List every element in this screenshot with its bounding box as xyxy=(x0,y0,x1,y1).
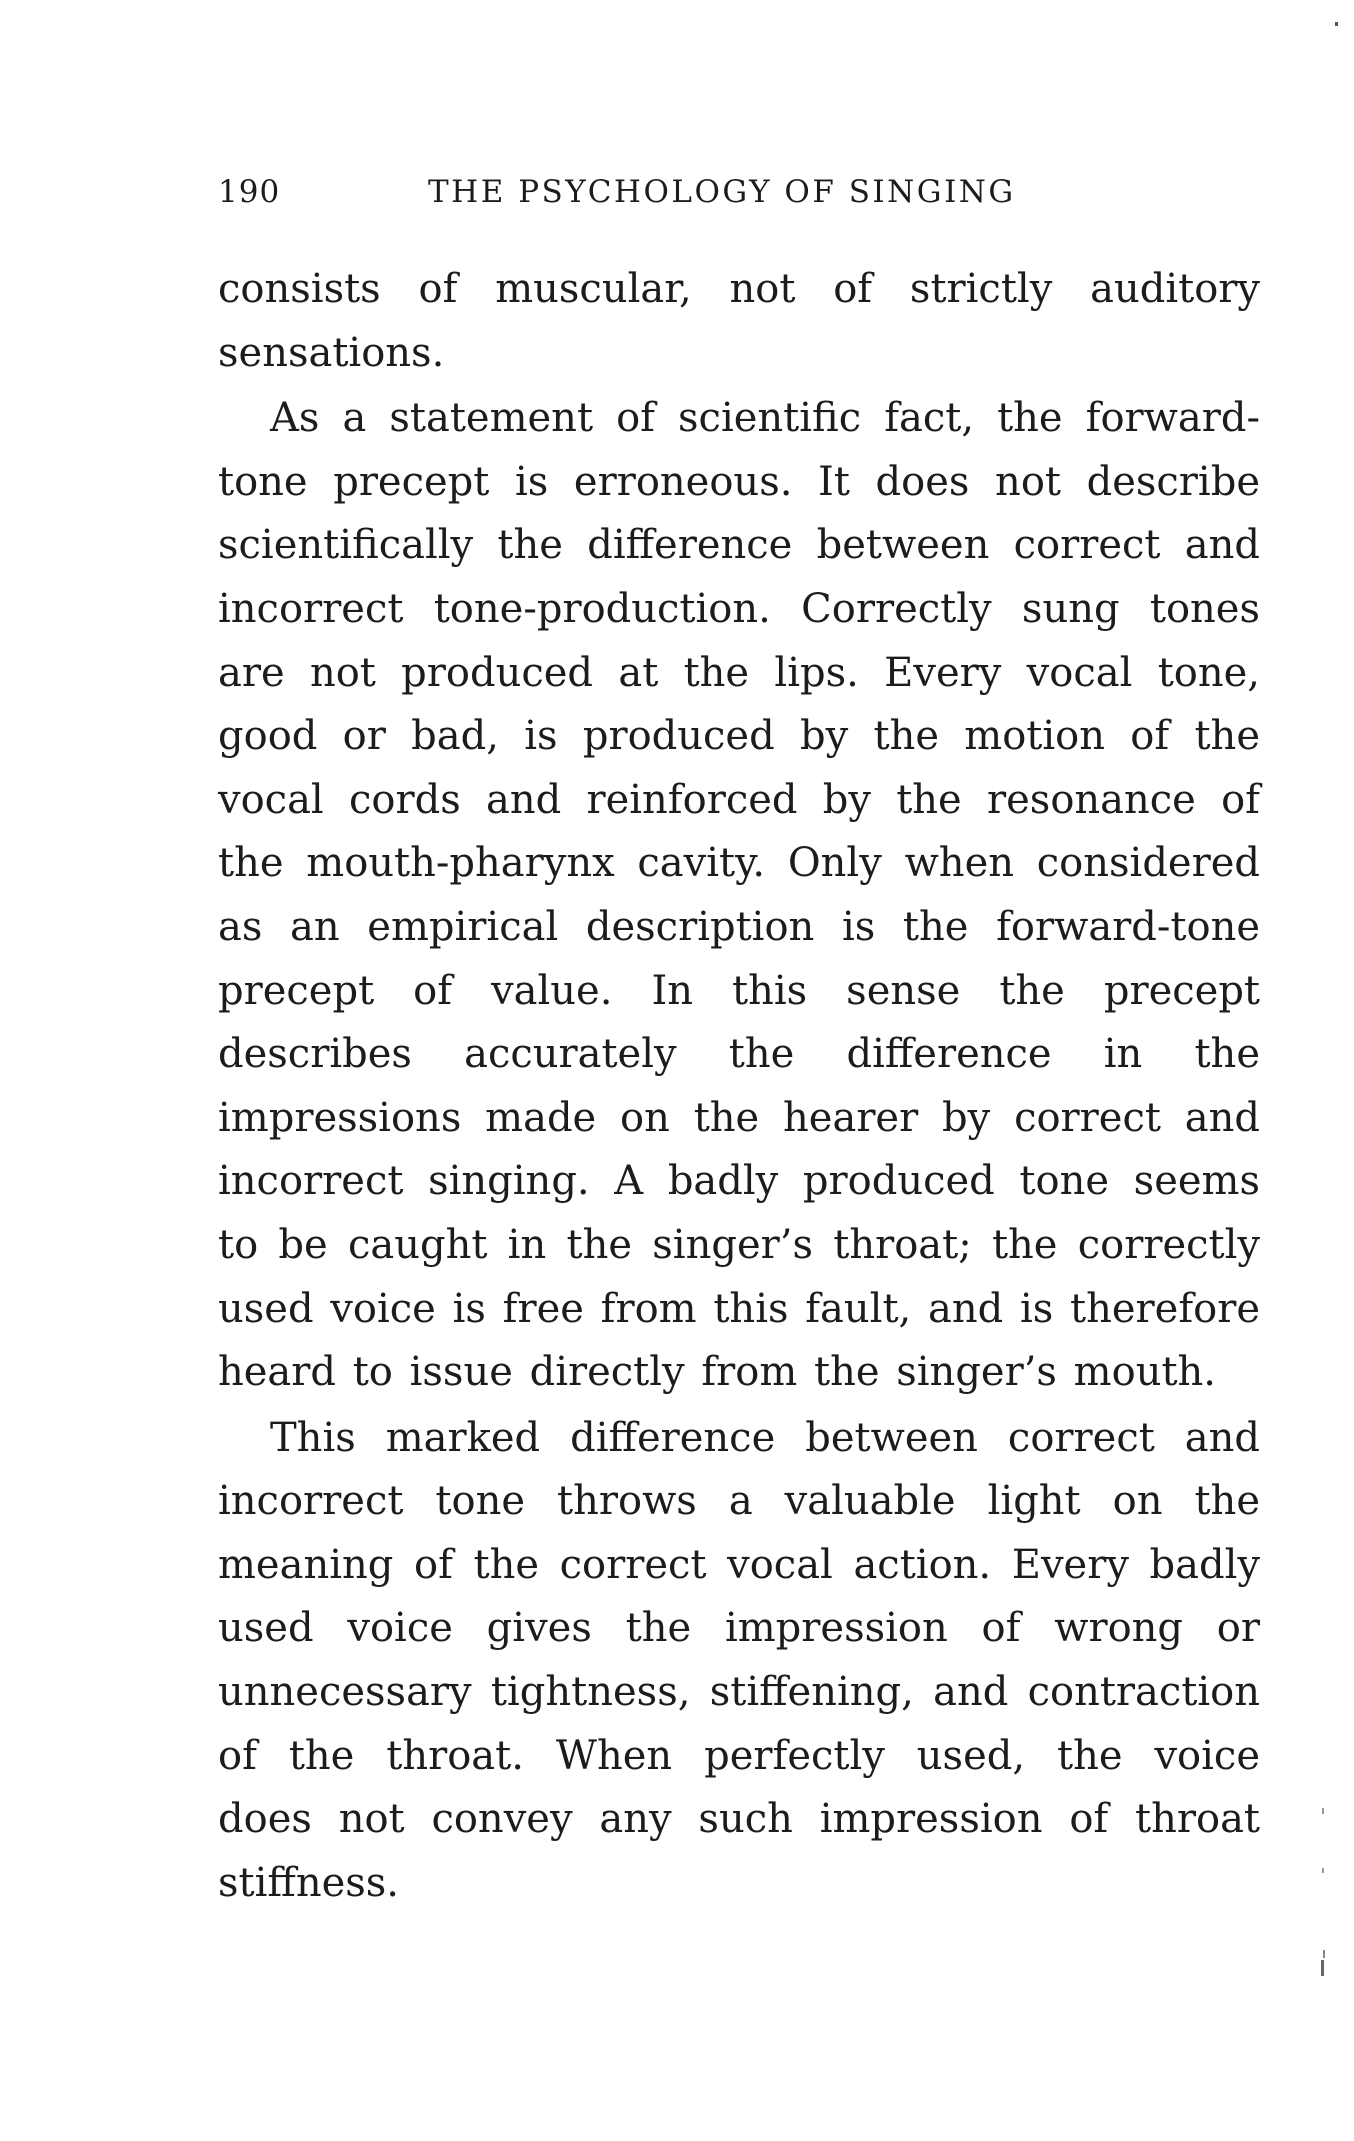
paragraph-continuation: consists of muscular, not of strictly auditory sensations. xyxy=(218,266,1260,376)
body-text xyxy=(218,258,1260,1915)
scan-speck xyxy=(1322,1868,1324,1873)
scan-speck xyxy=(1335,22,1338,26)
scan-speck xyxy=(1323,1950,1325,1958)
scan-speck xyxy=(1321,1960,1324,1976)
running-title: THE PSYCHOLOGY OF SINGING xyxy=(428,174,1016,210)
paragraph: As a statement of scientific fact, the forward-tone precept is erroneous. It does not describe scientifically the difference between correct and incorrect tone-production. Correctly sung tones are not produced at the lips. Every vocal tone, good or bad, is produced by the motion of the vocal cords and reinforced by the resonance of the mouth-pharynx cavity. Only when considered as an empirical description is the forward-tone precept of value. In this sense the precept describes accurately the difference in the impressions made on the hearer by correct and incorrect singing. A badly produced tone seems to be caught in the singer’s throat; the correctly used voice is free from this fault, and is therefore heard to issue directly from the singer’s mouth. xyxy=(218,395,1260,1396)
scan-speck xyxy=(1322,1808,1324,1814)
running-head xyxy=(218,174,1048,214)
paragraph: This marked difference between correct and incorrect tone throws a valuable light on the meaning of the correct vocal action. Every badly used voice gives the impression of wrong or unnecessary tightness, stiffening, and contraction of the throat. When perfectly used, the voice does not convey any such impression of throat stiffness. xyxy=(218,1414,1260,1906)
page-number: 190 xyxy=(218,174,281,210)
